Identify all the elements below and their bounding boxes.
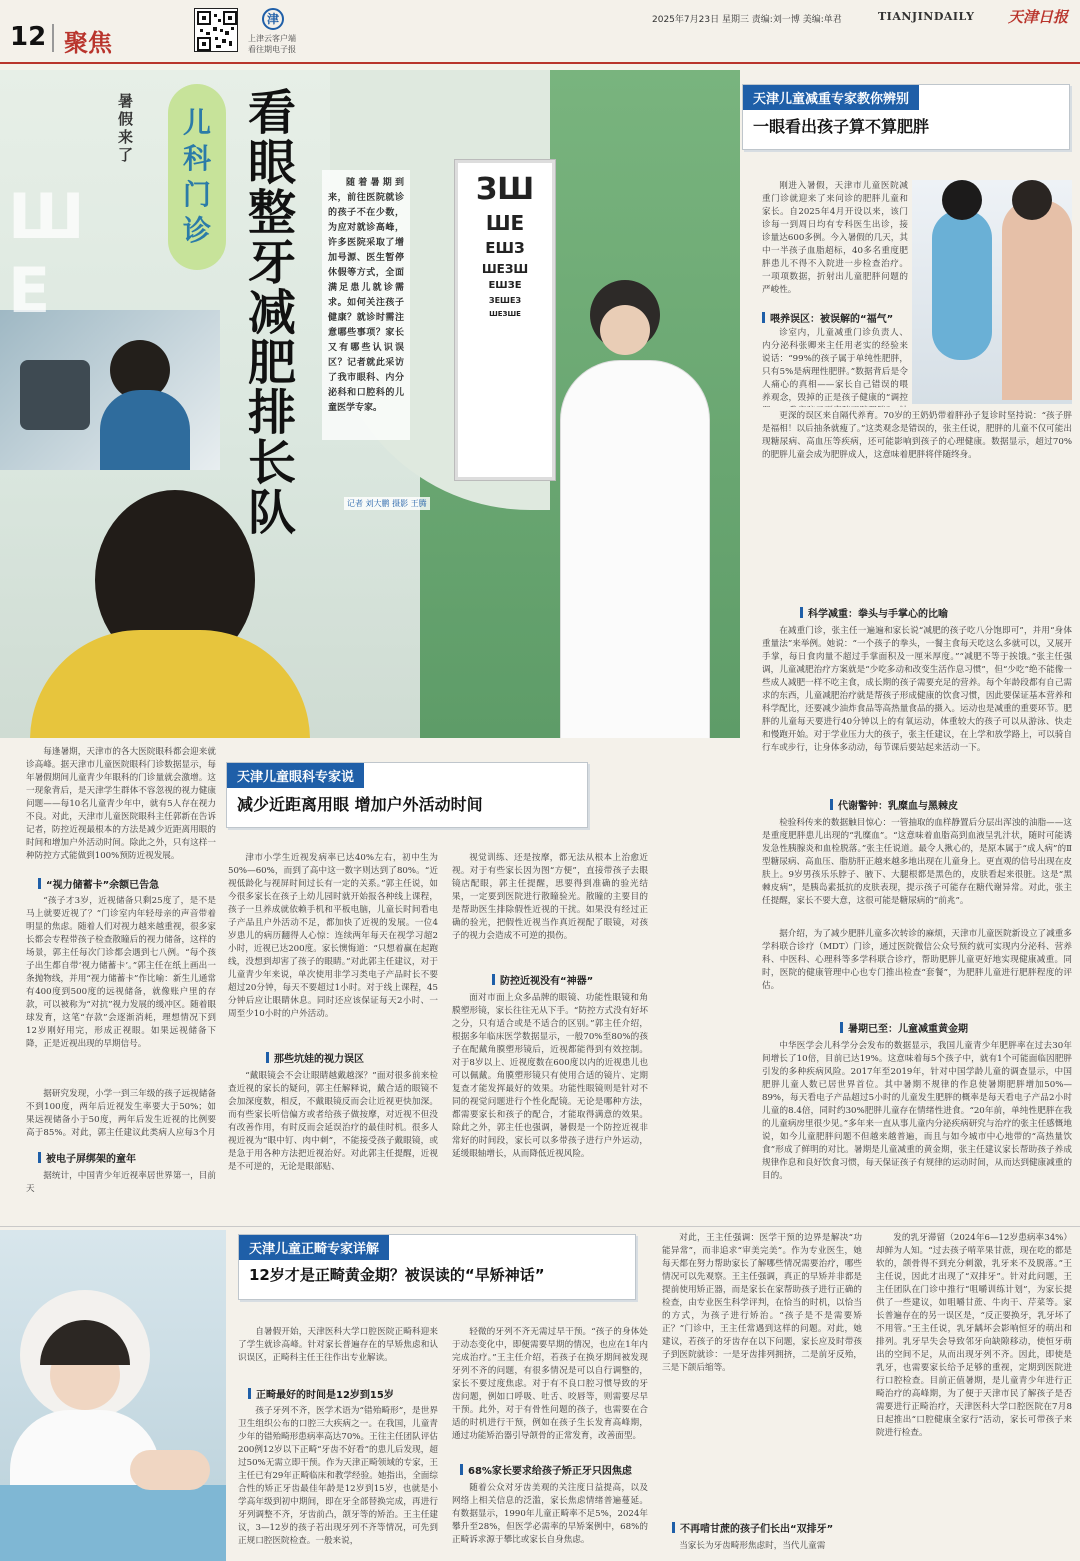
eye-headline-box (226, 762, 588, 828)
qr-code-icon[interactable] (194, 8, 238, 52)
brand-en: TIANJINDAILY (878, 10, 975, 23)
sub-marker (830, 799, 833, 810)
obesity-p2: 在减重门诊，张主任一遍遍和家长说“减肥的孩子吃八分饱即可”，并用“身体重量法”来举例。她说：“一个孩子的拳头，一餐主食每天吃这么多就可以，又展开手掌，每日食肉量不超过手掌面积及一厘米厚度。”“减肥不等于挨饿。”张主任强调，儿童减肥治疗方案就是“少吃多动和改变生活作息习惯”，但“少吃”绝不能像一些成人减肥一样不吃主食，成长期的孩子需要充足的营养。每个年龄段都有自己需求的东西，儿童减肥治疗就是帮孩子形成健康的饮食习惯，因此要保证基本营养和科学配比，还要减少油炸食品等高热量食品的摄入。运动也是减重的重要环节。肥胖的儿童每天要进行40分钟以上的有氧运动，体重较大的孩子可以从游泳、快走和慢跑开始。对于学业压力大的孩子，张主任建议，在上学和放学路上，可以骑自行车或步行，让身体多动动，每节课后要站起来活动一下。 (762, 626, 1072, 753)
eye-p1-cont: 据研究发现，小学一到三年级的孩子远视储备不到100度，两年后近视发生率要大于50%；如果远视储备小于50度，两年后发生近视的比例要高于85%。对此，郭主任建议此类病人应每3个月 (26, 1089, 216, 1138)
photo-credit: 记者 刘大鹏 摄影 王腾 (344, 497, 430, 510)
qr-caption-1: 上津云客户端 (248, 34, 296, 43)
sub-marker (492, 974, 495, 985)
obesity-p1-cont: 更深的误区来自隔代养育。70岁的王奶奶带着胖孙子复诊时坚持说：“孩子胖是福相！以后抽条就瘦了。”这类观念是错误的，张主任说，肥胖的儿童不仅可能出现糖尿病、高血压等疾病，还可能影响到孩子的心理健康。数据显示，超过70%的肥胖儿童会成为肥胖成人，这意味着肥胖将伴随终身。 (762, 411, 1072, 460)
ortho-headline-box (238, 1234, 636, 1300)
eye-p2: 据统计，中国青少年近视率居世界第一，目前天 (26, 1171, 216, 1194)
eye-p1: “孩子才3岁，近视储备只剩25度了，是不是马上就要近视了？”门诊室内年轻母亲的声音带着明显的焦虑。随着人们对视力越来越重视，很多家长都会专程带孩子检查散瞳后的视力储备，这样的场景，郭主任每次门诊都会遇到七八例。“每个孩子出生都自带‘视力储蓄卡’。”郭主任在纸上画出一条抛物线，并用“视力储蓄卡”作比喻：新生儿通常有400度到500度的远视储备，就像账户里的存款，可以被称为“对抗”视力发展的缓冲区。随着眼球发育，这笔“存款”会逐渐消耗，理想情况下到12岁刚好用完，形成正视眼。如果远视储备下降，正是近视出现的早期信号。 (26, 896, 216, 1049)
child-shirt (30, 630, 310, 738)
sub-marker (800, 607, 803, 618)
feature-headline: 看眼 整牙 减肥 排长队 (248, 85, 297, 541)
sub-marker (38, 1152, 41, 1163)
obesity-sub3: 代谢警钟：乳糜血与黑棘皮 (830, 797, 958, 812)
feature-lead-box (322, 170, 410, 440)
feature-badge (168, 84, 226, 270)
eye-p3: “戴眼镜会不会让眼睛越戴越深？”面对很多前来检查近视的家长的疑问，郭主任解释说，戴合适的眼镜不会加深度数，相反，不戴眼镜反而会让近视更快加深。而有些家长听信偏方或者给孩子做按摩，对近视不但没有改善作用，有时反而会延误治疗的最佳时机。很多人视近视为“眼中钉、肉中刺”，不能接受孩子戴眼镜，或是急于用各种方法把近视治好。对此郭主任提醒，近视是不可逆的，无论是眼部贴、 (228, 1071, 438, 1172)
sub-marker (38, 878, 41, 889)
eye-col2: 津市小学生近视发病率已达40%左右，初中生为50%—60%，而到了高中这一数字则达到了80%。“近视低龄化与视屏时间过长有一定的关系。”郭主任说，如今很多家长在孩子上幼儿园时就开始报各种线上课程，孩子一旦养成就依赖手机和平板电脑，儿童长时间看电子产品且户外活动不足，都加快了近视的发展。一位4岁患儿的病历翻得人心惊：连续两年每天在视学习超2小时，近视已达200度。家长懊悔道：“只想着赢在起跑线，没想到却害了孩子的眼睛。”对此郭主任建议，对于儿童青少年来说，单次使用非学习类电子产品时长不要超过20分钟，每天不要超过1小时。对于线上课程，45分钟后应让眼睛休息。同时还应该保证每天2小时、一周至少10小时的户外活动。 (228, 853, 438, 1019)
feature-kicker: 暑假来了 (118, 92, 134, 164)
sub-marker (266, 1052, 269, 1063)
eye-p4: 面对市面上众多品牌的眼镜、功能性眼镜和角膜塑形镜，家长往往无从下手。“防控方式没有好坏之分，只有适合或是不适合的区别。”郭主任介绍，根据多年临床医学数据显示，一般70%至80%的孩子在配戴角膜塑形镜后，近视都能得到有效控制。对于8岁以上、近视度数在600度以内的近视患儿也可以佩戴。角膜塑形镜只有使用合适的镜片、定期复查才能发挥最好的效果。功能性眼镜则是针对不同的视觉问题进行个性化配镜。无论是哪种方法，都需要家长和孩子的配合，才能取得满意的效果。除此之外，郭主任也强调，暑假是一个防控近视非常好的时间段，家长可以多带孩子进行户外运动，延缓眼轴增长，从而降低近视风险。 (452, 993, 648, 1159)
ortho-p1: 孩子牙列不齐，医学术语为“错殆畸形”，是世界卫生组织公布的口腔三大疾病之一。在我国，儿童青少年的错殆畸形患病率高达70%。王往主任团队评估200例12岁以下正畸“牙齿不好看”的患儿后发现，超过50%无需立即干预。作为天津正畸领域的专家，王主任已有29年正畸临床和教学经验。她指出，全面综合性的矫正牙齿最佳年龄是12岁到15岁，也就是小学高年级到初中期间，即在牙全部替换完成，再进行牙列调整不齐，牙齿前凸，颌牙等的矫治。王主任建议，3—12岁的孩子若出现牙列不齐等情况，可先到正规口腔医院检查。一般来说， (238, 1406, 438, 1546)
section-name: 聚焦 (64, 29, 112, 57)
ortho-sub3: 不再啃甘蔗的孩子们长出“双排牙” (672, 1520, 833, 1535)
obesity-p1: 诊室内，儿童减重门诊负责人、内分泌科张卿来主任用老实的经验来说话：“99%的孩子属于单纯性肥胖，只有5%是病理性肥胖。”数据背后是令人痛心的真相——家长自己错误的喂养观念，毁掉的正是孩子健康的“调控 (762, 328, 908, 403)
page-header (0, 0, 1080, 64)
eye-head-top: 天津儿童眼科专家说 (227, 763, 364, 788)
header-divider (52, 24, 54, 52)
eye-sub4: 防控近视没有“神器” (492, 972, 593, 987)
ortho-sub2: 68%家长要求给孩子矫正牙只因焦虑 (460, 1462, 632, 1477)
obesity-intro: 刚进入暑假，天津市儿童医院减重门诊就迎来了来问诊的肥胖儿童和家长。自2025年4月开设以来，该门诊每一到周日均有专科医生出诊，接诊量达600多例。今入暑假的几天，其中一半孩子血脂超标，40多名重度肥胖患儿不得不入院进一步检查治疗。一项项数据，折射出儿童肥胖问题的严峻性。 (762, 181, 908, 294)
obesity-photo (912, 180, 1072, 404)
feature-badge-text: 儿科门诊 (182, 106, 211, 247)
sub-marker (672, 1522, 675, 1533)
doctor-coat (560, 360, 710, 738)
section-divider (0, 1226, 1080, 1227)
ortho-sub1: 正畸最好的时间是12岁到15岁 (248, 1386, 394, 1401)
obesity-sub1: 喂养误区：被误解的“福气” (762, 310, 893, 325)
obesity-sub4: 暑期已至：儿童减重黄金期 (840, 1020, 968, 1035)
sub-marker (248, 1388, 251, 1399)
exam-photo (0, 310, 220, 470)
qr-caption-2: 看往期电子报 (248, 45, 296, 54)
feature-lead: 随着暑期到来，前往医院就诊的孩子不在少数，为应对就诊高峰，许多医院采取了增加号源、医生暂停休假等方式，全面满足患儿就诊需求。如何关注孩子健康？就诊时需注意哪些事项？家长又有哪些认识误区？记者就此采访了我市眼科、内分泌科和口腔科的儿童医学专家。 (328, 178, 404, 413)
issue-meta: 2025年7月23日 星期三 责编:刘一博 美编:单君 (652, 15, 842, 25)
eye-head-main: 减少近距离用眼 增加户外活动时间 (237, 795, 483, 814)
brand-logo: 天津日报 (1008, 8, 1069, 26)
ortho-col4: 发的乳牙滞留（2024年6—12岁患病率34%）却鲜为人知。“过去孩子啃苹果甘蔗，现在吃的都是软的，颌骨得不到充分刺激，乳牙来不及脱落。”王主任说，因此才出现了“双排牙”。针对此问题，王主任团队在门诊中推行“咀嚼训练计划”，为家长提供了一些建议，如咀嚼甘蔗、牛肉干、芹菜等。家长普遍存在的另一误区是，“反正要换牙，乳牙坏了不用管。”王主任说，乳牙龋坏会影响恒牙的萌出和排列。乳牙早失会导致邻牙向缺隙移动，使恒牙萌出的空间不足，从而出现牙列不齐。因此，即使是乳牙，也需要家长给予足够的重视，定期到医院进行口腔检查。目前正值暑期，是儿童青少年进行正畸治疗的高峰期，为了便于天津市民了解孩子是否需要进行正畸治疗，天津医科大学口腔医院在7月8日起推出“口腔健康全家行”活动，家长可带孩子来院进行检查。 (876, 1233, 1072, 1438)
sub-marker (460, 1464, 463, 1475)
header-rule (0, 62, 1080, 64)
eye-chart: ЗШ ШЕ ЕШЗ ШЕЗШ ЕШЗЕ ЗЕШЕЗ ШЕЗШЕ (455, 160, 555, 480)
sub-marker (762, 312, 765, 323)
doctor-face (600, 305, 650, 355)
app-logo-icon: 津 (262, 8, 284, 30)
ortho-col2: 轻微的牙列不齐无需过早干预。“孩子的身体处于动态变化中，即便需要早期的情况，也应在1年内完成治疗。”王主任介绍，若孩子在换牙期间被发现牙列不齐的问题，有很多情况是可以自行调整的，家长不要过度焦虑。对于有不良口腔习惯导致的牙齿问题，例如口呼吸、吐舌、咬唇等，则需要尽早干预。此外，对于有骨性问题的孩子，也需要在合适的时机进行干预，例如在孩子生长发育高峰期，通过功能矫治器引导颌骨的正常发育，改善面型。 (452, 1327, 648, 1441)
sub-marker (840, 1022, 843, 1033)
eye-col3: 视觉训练、还是按摩，都无法从根本上治愈近视。对于有些家长因为图“方便”，直接带孩子去眼镜店配眼，郭主任提醒，思要得到准确的验光结果，一定要到医院进行散瞳验光。散瞳的主要目的是帮助医生排除假性近视的干扰。如果没有经过正确的验光，把假性近视当作真近视配了眼镜，对孩子的视力会造成不可逆的损伤。 (452, 853, 648, 941)
obesity-p3: 检验科传来的数据触目惊心：一管抽取的血样静置后分层出浑浊的油脂——这是重度肥胖患儿出现的“乳糜血”。“这意味着血脂高到血液呈乳汁状，随时可能诱发急性胰腺炎和血栓脱落。”张主任说道。最令人揪心的，是原本属于“成人病”的Ⅱ型糖尿病、高血压、脂肪肝正越来越多地出现在儿童身上。更直观的信号出现在皮肤上。9岁男孩乐乐脖子、腋下、大腿根都是黑色的，皮肤看起来很脏。这是“黑棘皮病”，是胰岛素抵抗的皮肤表现，提示孩子可能存在糖代谢异常。对此，张主任提醒，家长不要大意，这很可能是糖尿病的“前兆”。 (762, 818, 1072, 906)
obesity-head-top: 天津儿童减重专家教你辨别 (743, 85, 919, 110)
ortho-intro: 自暑假开始，天津医科大学口腔医院正畸科迎来了学生就诊高峰。针对家长普遍存在的早矫焦虑和认识误区，正畸科主任王往作出专业解读。 (238, 1327, 438, 1363)
eye-intro: 每逢暑期，天津市的各大医院眼科都会迎来就诊高峰。据天津市儿童医院眼科门诊数据显示，每年暑假期间儿童青少年眼科的门诊量就会激增。这一现象背后，是天津学生群体不容忽视的视力健康问题——每10名儿童青少年中，就有5人存在视力不良。对此，天津市儿童医院眼科主任郭新在告诉记者，防控近视最根本的方法是减少近距离用眼的时间和增加户外活动时间。除此之外，只有这样一种防控方式能做到100%预防近视发展。 (26, 747, 216, 861)
obesity-head-main: 一眼看出孩子算不算肥胖 (753, 117, 930, 136)
ortho-col3b: 当家长为牙齿畸形焦虑时，当代儿童需 (679, 1541, 826, 1551)
ortho-col3a: 对此，王主任强调：医学干预的边界是解决“功能异常”，而非追求“审美完美”。作为专业医生，她每天都在努力帮助家长了解哪些情况需要治疗，哪些情况可以先观察。王主任强调，真正的早矫并非都是提前使用矫正器，而是家长在家帮助孩子进行正确的检查，由专业医生科学评判，在恰当的时机，以恰当的方式，为孩子进行矫治。“孩子是不是需要矫正？”门诊中，王主任常遇到这样的问题。对此，她建议，若孩子的牙齿存在以下问题，家长应及时带孩子到医院就诊：一是牙齿排列拥挤，二是前牙反殆，三是下颌后缩等。 (662, 1233, 862, 1373)
ortho-p2: 随着公众对牙齿美观的关注度日益提高，以及网络上相关信息的泛滥，家长焦虑情绪普遍蔓延。有数据显示，1990年儿童正畸率不足5%，2024年攀升至28%，但医学必需率的早矫案例中，68%的正畸诉求源于攀比或家长自身焦虑。 (452, 1483, 648, 1545)
ortho-head-main: 12岁才是正畸黄金期？被误读的“早矫神话” (249, 1266, 545, 1284)
page-number: 12 (10, 22, 47, 52)
decor-letters: Ш Е (8, 180, 85, 328)
obesity-p4: 中华医学会儿科学分会发布的数据显示，我国儿童青少年肥胖率在过去30年间增长了10倍，目前已达19%。这意味着每5个孩子中，就有1个可能面临因肥胖引发的多种疾病风险。2017年至2019年，针对中国学龄儿童的调查显示，中国肥胖儿童人数已居世界首位。其中暑期不规律的作息使暑期肥胖增加50%—89%，每天看电子产品超过5小时的儿童发生肥胖的概率是每天看电子产品2小时儿童的8.4倍，同时约30%肥胖儿童存在情绪性进食。“20年前，单纯性肥胖在我的儿童病房里很少见。”多年来一直从事儿童内分泌疾病研究与治疗的张主任感慨地说，如今儿童肥胖问题不但越来越普遍，而且与如今城市中心地带的“高热量饮食”形成了鲜明的对比。暑期是儿童减重的黄金期，张主任建议家长帮助孩子养成规律作息和良好饮食习惯，每天保证孩子有规律的运动时间，从而达到健康减重的目的。 (762, 1041, 1072, 1181)
eye-sub1: “视力储蓄卡”余额已告急 (38, 876, 159, 891)
ortho-photo (0, 1230, 226, 1561)
ortho-head-top: 天津儿童正畸专家详解 (239, 1235, 389, 1260)
obesity-sub2: 科学减重：拳头与手掌心的比喻 (800, 605, 948, 620)
eye-sub2: 被电子屏绑架的童年 (38, 1150, 136, 1165)
eye-sub3: 那些坑娃的视力误区 (266, 1050, 364, 1065)
obesity-headline-box (742, 84, 1070, 150)
obesity-p3-cont: 据介绍，为了减少肥胖儿童多次转诊的麻烦，天津市儿童医院新设立了减重多学科联合诊疗（MDT）门诊，通过医院微信公众号预约就可实现内分泌科、营养科、中医科、心理科等多学科联合诊疗，帮助肥胖儿童更好地实现健康减重。同时，医院的健康管理中心也专门推出检查“套餐”，为肥胖儿童进行肥胖程度的评估。 (762, 929, 1072, 991)
